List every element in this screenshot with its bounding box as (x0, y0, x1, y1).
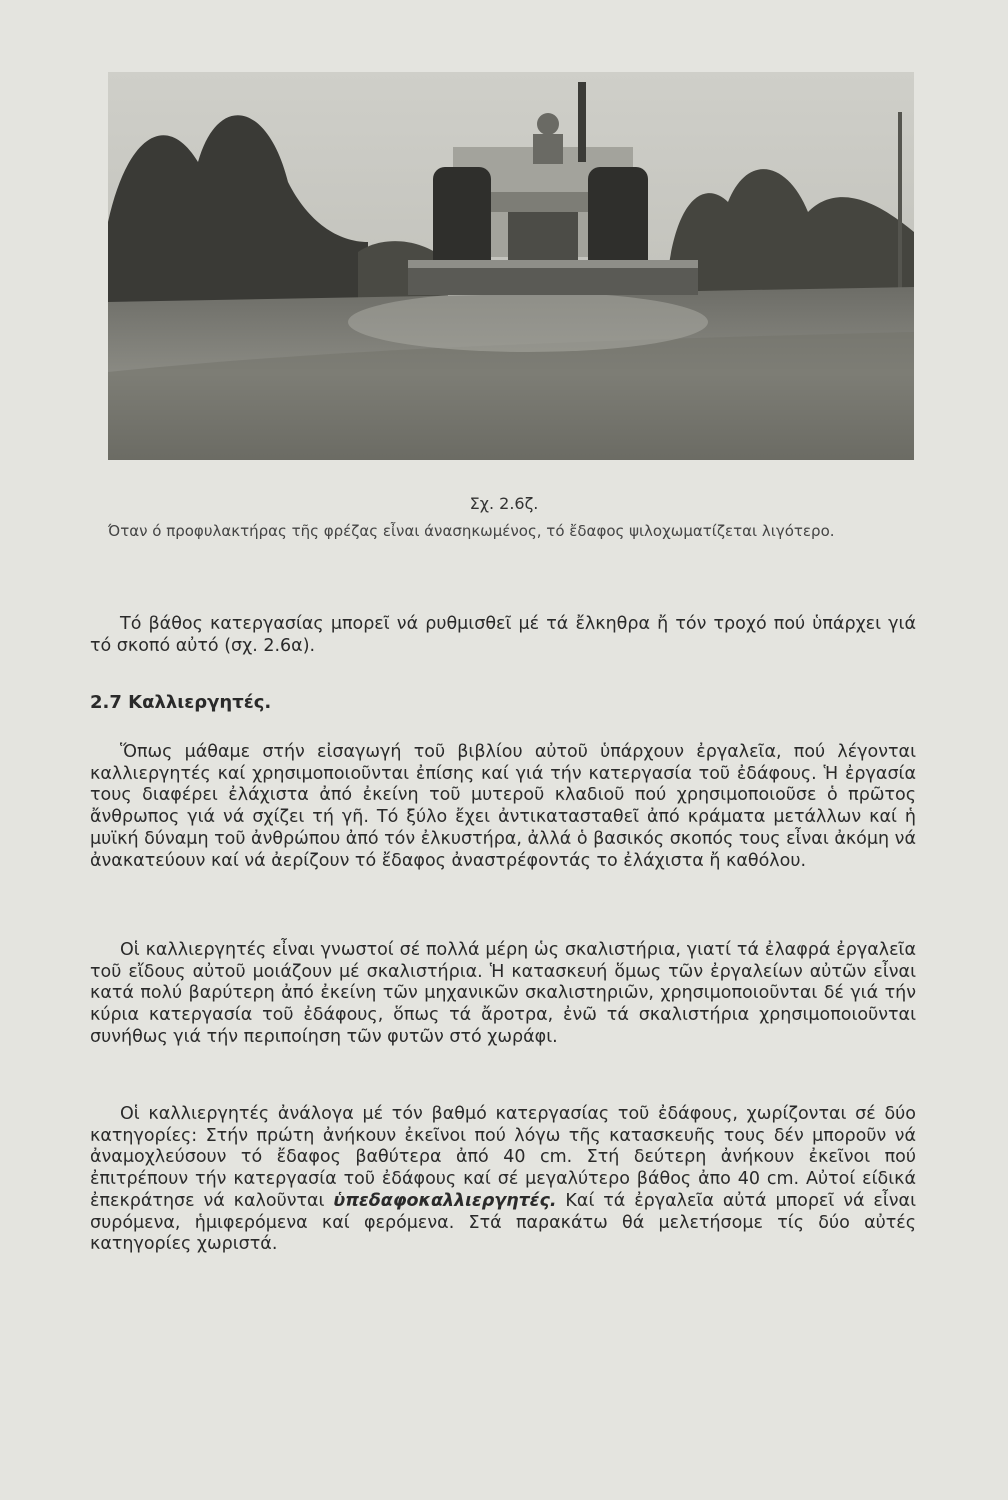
paragraph-cultivators-hoes: Οἱ καλλιεργητές εἶναι γνωστοί σέ πολλά μέρη ὡς σκαλιστήρια, γιατί τά ἐλαφρά ἐργαλεῖα τοῦ εἴδους αὐτοῦ μοιάζουν μέ σκαλιστήρια. Ἡ κατασκευή ὅμως τῶν ἐργαλείων αὐτῶν εἶναι κατά πολύ βαρύτερη ἀπό ἐκείνη τῶν μηχανικῶν σκαλιστηριῶν, χρησιμοποιοῦνται δέ γιά τήν κύρια κατεργασία τοῦ ἐδάφους, ὅπως τά ἄροτρα, ἐνῶ τά σκαλιστήρια χρησιμοποιοῦνται συνήθως γιά τήν περιποίηση τῶν φυτῶν στό χωράφι. (90, 940, 916, 1047)
figure-caption: Όταν ό προφυλακτήρας τῆς φρέζας εἶναι άνασηκωμένος, τό ἔδαφος ψιλοχωματίζεται λιγότερο. (108, 522, 835, 540)
paragraph-categories-end: Καί τά ἐργαλεῖα αὐτά μπορεῖ νά εἶναι συρόμενα, ἡμιφερόμενα καί φερόμενα. Στά παρακάτω θά μελετήσομε τίς δύο αὐτές κατηγορίες χωριστά. (90, 1190, 916, 1255)
figure-label: Σχ. 2.6ζ. (469, 494, 539, 513)
subsoiler-term: ὑπεδαφοκαλλιεργητές. (333, 1190, 557, 1211)
section-heading: 2.7 Καλλιεργητές. (90, 692, 272, 713)
paragraph-cultivators-intro: Ὅπως μάθαμε στήν εἰσαγωγή τοῦ βιβλίου αὐτοῦ ὑπάρχουν ἐργαλεῖα, πού λέγονται καλλιεργητές καί χρησιμοποιοῦνται ἐπίσης καί γιά τήν κατεργασία τοῦ ἐδάφους. Ἡ ἐργασία τους διαφέρει ἐλάχιστα ἀπό ἐκείνη τοῦ μυτεροῦ κλαδιοῦ πού χρησιμοποιοῦσε ὁ πρῶτος ἄνθρωπος γιά νά σχίζει τή γῆ. Τό ξύλο ἔχει ἀντικατασταθεῖ ἀπό κράματα μετάλλων καί ἡ μυϊκή δύναμη τοῦ ἀνθρώπου ἀπό τόν ἐλκυστήρα, ἀλλά ὁ βασικός σκοπός τους εἶναι ἀκόμη νά ἀνακατεύουν καί νά ἀερίζουν τό ἔδαφος ἀναστρέφοντάς το ἐλάχιστα ἤ καθόλου. (90, 742, 916, 871)
paragraph-categories-main: Οἱ καλλιεργητές ἀνάλογα μέ τόν βαθμό κατεργασίας τοῦ ἐδάφους, χωρίζονται σέ δύο κατηγορίες: Στήν πρώτη ἀνήκουν ἐκεῖνοι πού λόγω τῆς κατασκευῆς τους δέν μποροῦν νά ἀναμοχλεύσουν τό ἔδαφος βαθύτερα ἀπό 40 cm. Στή δεύτερη ἀνήκουν ἐκεῖνοι πού ἐπιτρέπουν τήν κατεργασία τοῦ ἐδάφους καί σέ μεγαλύτερο βάθος ἀπο 40 cm. Αὐτοί είδικά ἐπεκράτησε νά καλοῦνται (90, 1104, 916, 1211)
tractor-photo-drawing (108, 72, 914, 460)
tractor-photo (108, 72, 914, 460)
paragraph-cultivators-categories (90, 1104, 916, 1256)
paragraph-depth-adjustment: Τό βάθος κατεργασίας μπορεῖ νά ρυθμισθεῖ μέ τά ἔλκηθρα ἤ τόν τροχό πού ὑπάρχει γιά τό σκοπό αὐτό (σχ. 2.6α). (90, 614, 916, 656)
